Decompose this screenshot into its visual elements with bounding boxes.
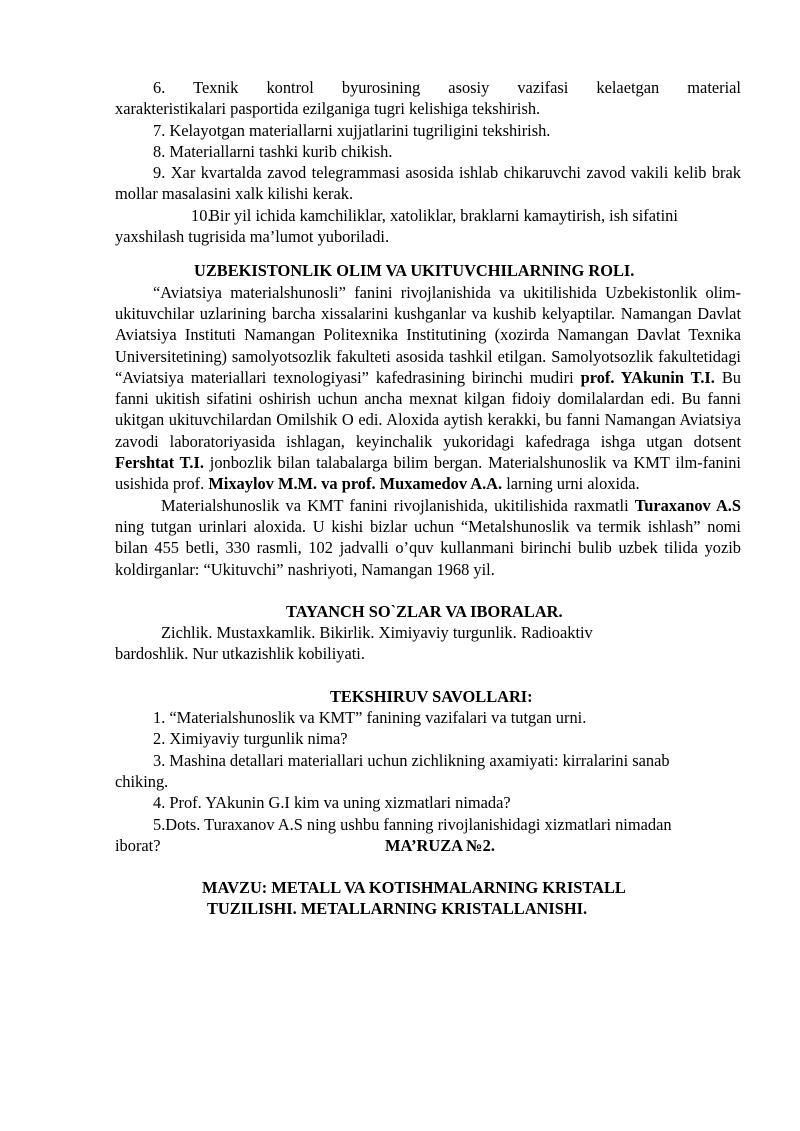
- roles-p2-text-a: Materialshunoslik va KMT fanini rivojlanishida, ukitilishida raxmatli: [161, 495, 635, 515]
- roles-p1-text-e: larning urni aloxida.: [502, 474, 640, 494]
- question-5: 5.Dots. Turaxanov A.S ning ushbu fanning rivojlanishidagi xizmatlari nimadan iborat?: [115, 814, 672, 855]
- name-yakunin: prof. YAkunin T.I.: [580, 367, 715, 387]
- question-1: 1. “Materialshunoslik va KMT” fanining vazifalari va tutgan urni.: [153, 708, 587, 728]
- question-4: 4. Prof. YAkunin G.I kim va uning xizmatlari nimada?: [153, 793, 511, 813]
- roles-paragraph-1: [115, 282, 741, 495]
- roles-paragraph-2: [115, 495, 741, 580]
- keywords-text: Zichlik. Mustaxkamlik. Bikirlik. Ximiyaviy turgunlik. Radioaktiv bardoshlik. Nur utkazishlik kobiliyati.: [115, 623, 593, 664]
- name-turaxanov: Turaxanov A.S: [634, 495, 741, 515]
- section-heading-questions: TEKSHIRUV SAVOLLARI:: [330, 686, 533, 706]
- list-item-10-line2: yaxshilash tugrisida ma’lumot yuboriladi.: [115, 227, 390, 247]
- lecture-topic-line-2: TUZILISHI. METALLARNING KRISTALLANISHI.: [207, 899, 588, 919]
- list-item-6-line1: 6. Texnik kontrol byurosining asosiy vazifasi kelaetgan material: [153, 78, 741, 97]
- list-item-8: 8. Materiallarni tashki kurib chikish.: [153, 141, 393, 161]
- question-2: 2. Ximiyaviy turgunlik nima?: [153, 729, 348, 749]
- roles-p1-text-d: jonbozlik bilan talabalarga bilim bergan. Materialshunoslik va KMT ilm-fanini usishida prof.: [115, 453, 741, 494]
- question-3: 3. Mashina detallari materiallari uchun zichlikning axamiyati: kirralarini sanab chiking.: [115, 750, 670, 791]
- list-item-6-line2: xarakteristikalari pasportida ezilganiga tugri kelishiga tekshirish.: [115, 99, 541, 119]
- document-page: [115, 77, 741, 920]
- roles-p1-text-a: “Aviatsiya materialshunosli” fanini rivojlanishida va ukitilishida Uzbekistonlik olim-ukituvchilar uzlarining barcha xissalarini kushganlar va kushib kelyaptilar. Namangan Davlat Aviatsiya Instituti Namangan Politexnika Institutining (xozirda Namangan Davlat Texnika Universitetining) samolyotsozlik fakulteti asosida tashkil etilgan. Samolyotsozlik fakultetidagi “Aviatsiya materiallari texnologiyasi” kafedrasining birinchi mudiri: [115, 282, 741, 387]
- roles-p2-text-c: ning tutgan urinlari aloxida. U kishi bizlar uchun “Metalshunoslik va termik ishlash” nomi bilan 455 betli, 330 rasmli, 102 jadvalli o’quv kullanmani birinchi bulib uzbek tilida yozib koldirganlar: “Ukituvchi” nashriyoti, Namangan 1968 yil.: [115, 516, 741, 579]
- list-item-10-number: 10.: [191, 205, 212, 225]
- list-item-10-line1: [115, 205, 741, 226]
- section-heading-keywords: TAYANCH SO`ZLAR VA IBORALAR.: [286, 601, 563, 621]
- list-item-9: 9. Xar kvartalda zavod telegrammasi asosida ishlab chikaruvchi zavod vakili kelib brak mollar masalasini xalk kilishi kerak.: [115, 163, 741, 204]
- name-fershtat: Fershtat T.I.: [115, 453, 204, 473]
- section-heading-roles: UZBEKISTONLIK OLIM VA UKITUVCHILARNING ROLI.: [194, 261, 635, 281]
- roles-p1-text-c: Bu fanni ukitish sifatini oshirish uchun ancha mexnat kilgan fidoiy domilalardan edi. Bu fanni ukitgan ukituvchilardan Omilshik O edi. Aloxida aytish kerakki, bu fanni Namangan Aviatsiya zavodi laboratoriyasida ishlagan, keyinchalik yukoridagi kafedraga ishga utgan dotsent: [115, 367, 741, 451]
- name-mixaylov-muxamedov: Mixaylov M.M. va prof. Muxamedov A.A.: [208, 474, 503, 494]
- list-item-10-text: Bir yil ichida kamchiliklar, xatoliklar, braklarni kamaytirish, ish sifatini: [209, 205, 678, 225]
- lecture-title: MA’RUZA №2.: [385, 835, 495, 855]
- lecture-topic-line-1: MAVZU: METALL VA KOTISHMALARNING KRISTALL: [202, 878, 626, 898]
- list-item-7: 7. Kelayotgan materiallarni xujjatlarini tugriligini tekshirish.: [153, 120, 551, 140]
